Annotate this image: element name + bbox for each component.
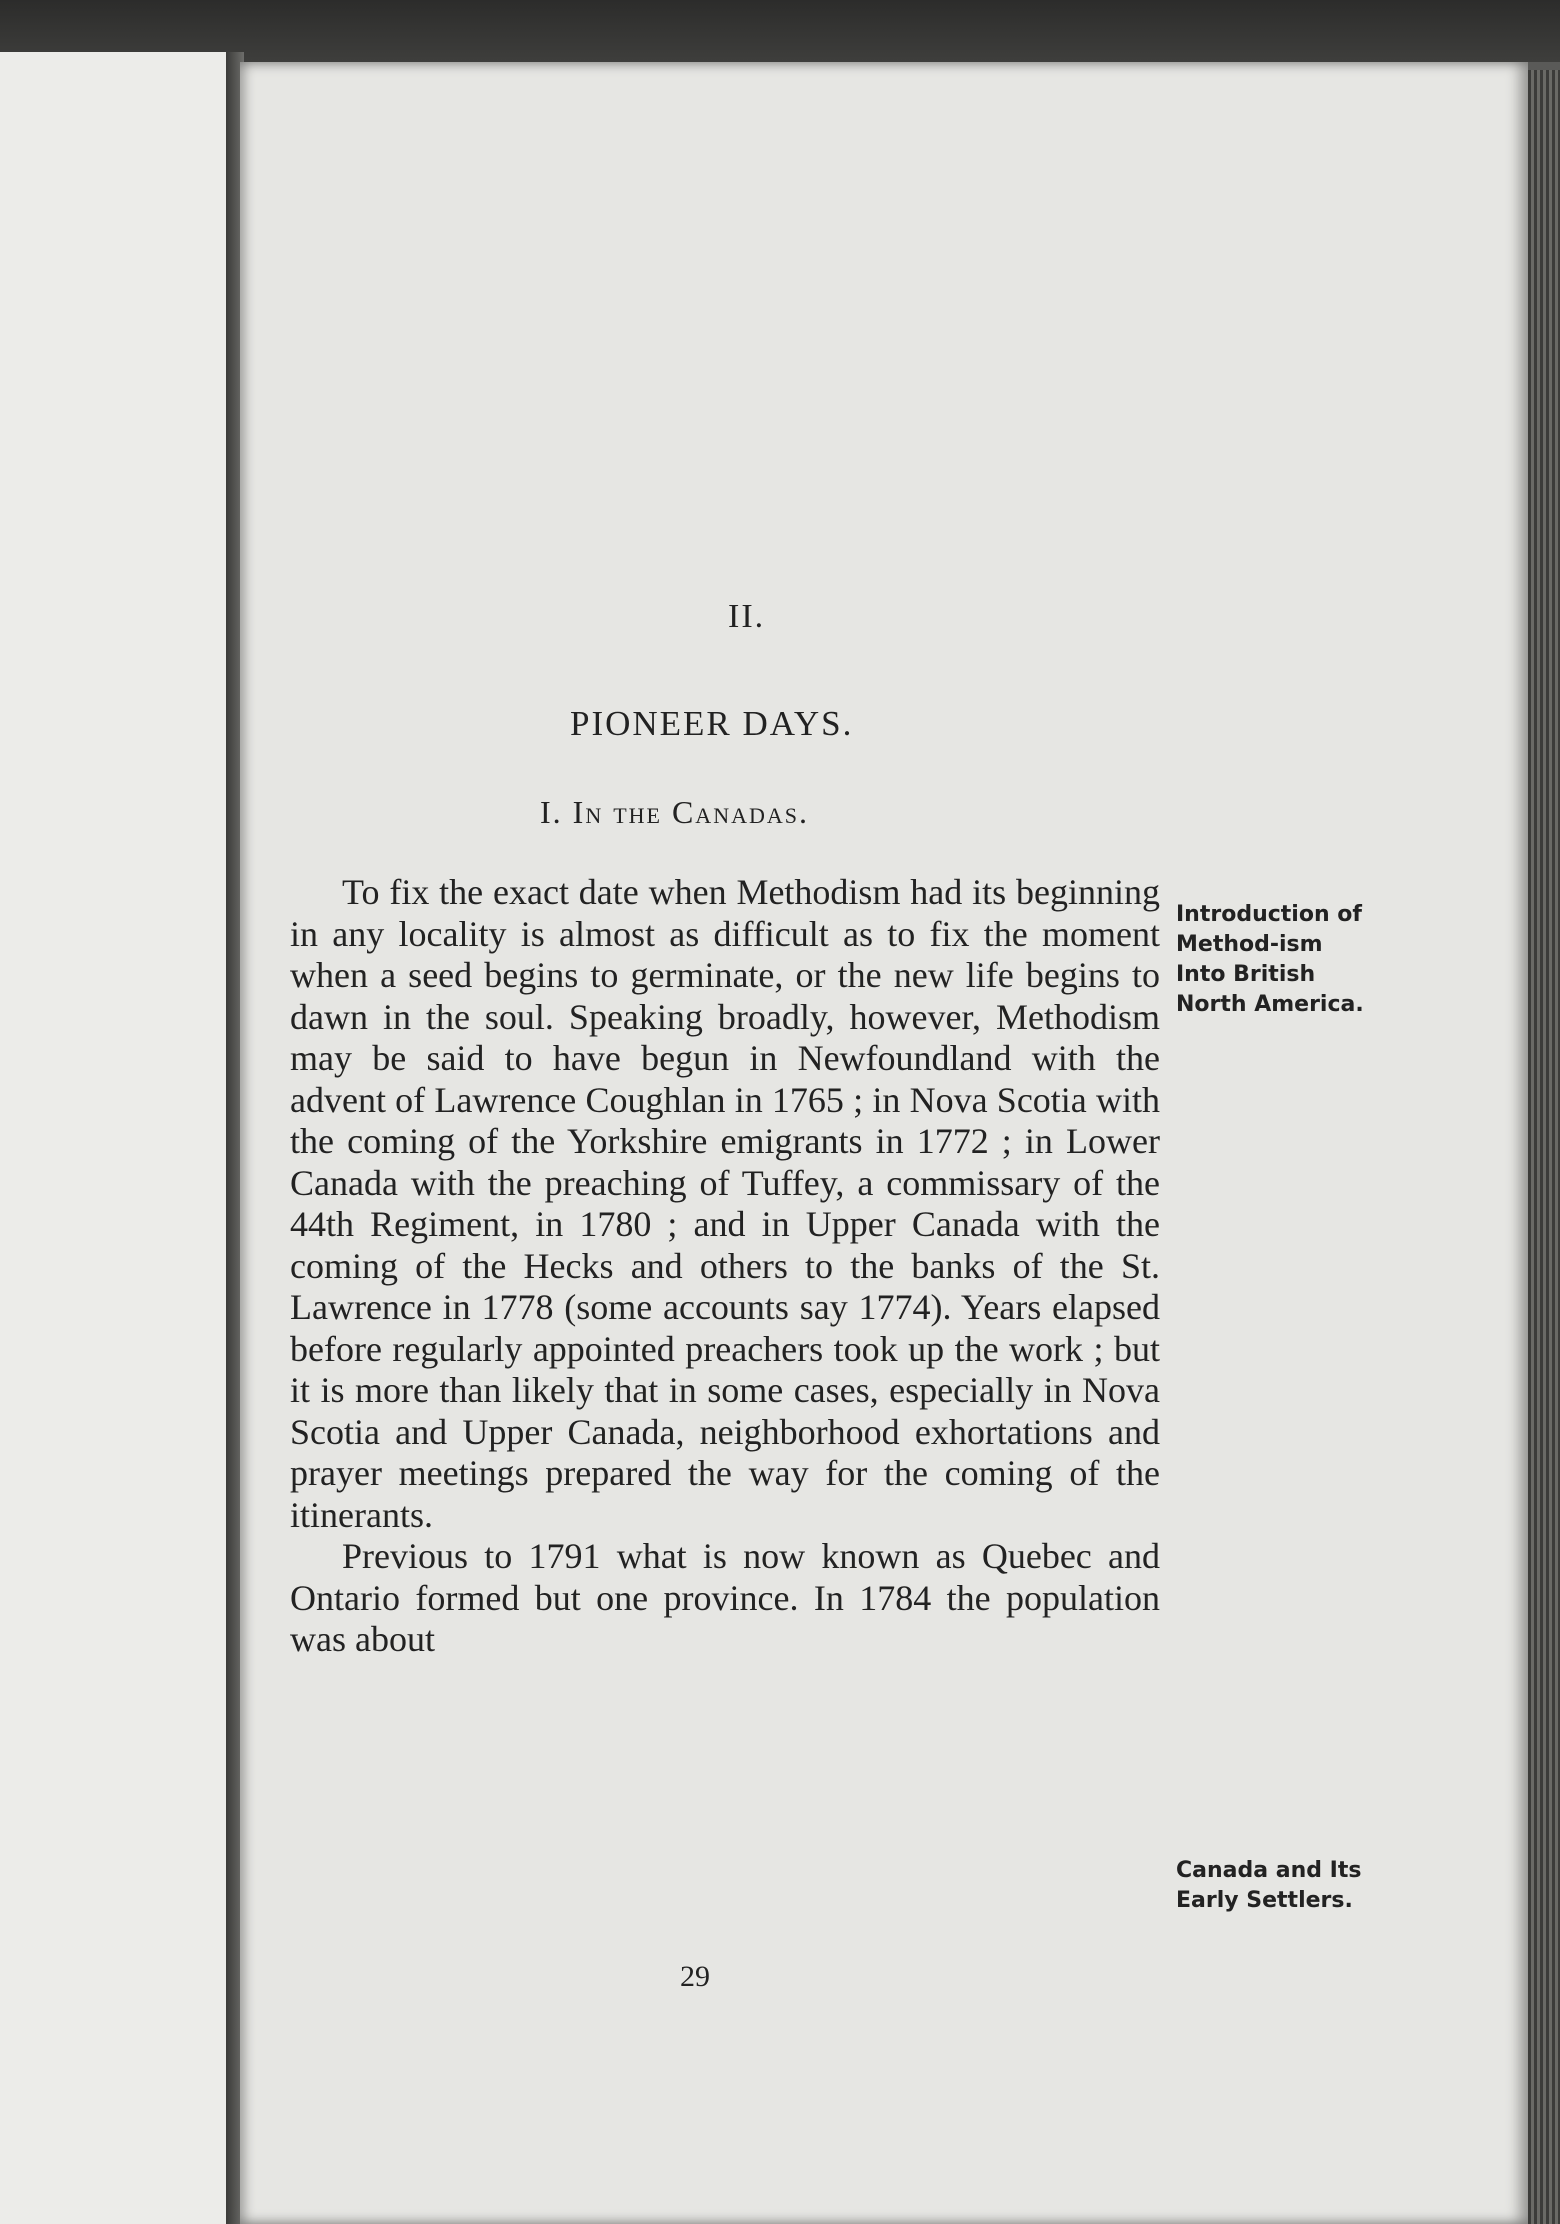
facing-page bbox=[0, 52, 230, 2224]
margin-note: Canada and Its Early Settlers. bbox=[1176, 1858, 1362, 1913]
margin-note: Introduction of Method-ism Into British North America. bbox=[1176, 902, 1364, 1017]
paragraph: To fix the exact date when Methodism had its beginning in any locality is almost as difficult as to fix the moment when a seed begins to germinate, or the new life begins to dawn in the soul. Speaking broadly, however, Methodism may be said to have begun in Newfoundland with the advent of Lawrence Coughlan in 1765 ; in Nova Scotia with the coming of the Yorkshire emigrants in 1772 ; in Lower Canada with the preaching of Tuffey, a commissary of the 44th Regiment, in 1780 ; and in Upper Canada with the coming of the Hecks and others to the banks of the St. Lawrence in 1778 (some accounts say 1774). Years elapsed before regularly appointed preachers took up the work ; but it is more than likely that in some cases, especially in Nova Scotia and Upper Canada, neighborhood exhortations and prayer meetings prepared the way for the coming of the itinerants. bbox=[290, 872, 1160, 1535]
page-stack-edge bbox=[1528, 70, 1560, 2224]
paragraph: Previous to 1791 what is now known as Quebec and Ontario formed but one province. In 1784 the population was about bbox=[290, 1536, 1160, 1659]
section-heading: I. In the Canadas. bbox=[540, 794, 809, 830]
chapter-number: II. bbox=[728, 598, 766, 635]
body-text bbox=[290, 872, 1160, 1661]
chapter-title: PIONEER DAYS. bbox=[570, 704, 854, 743]
page-number: 29 bbox=[680, 1960, 710, 1993]
